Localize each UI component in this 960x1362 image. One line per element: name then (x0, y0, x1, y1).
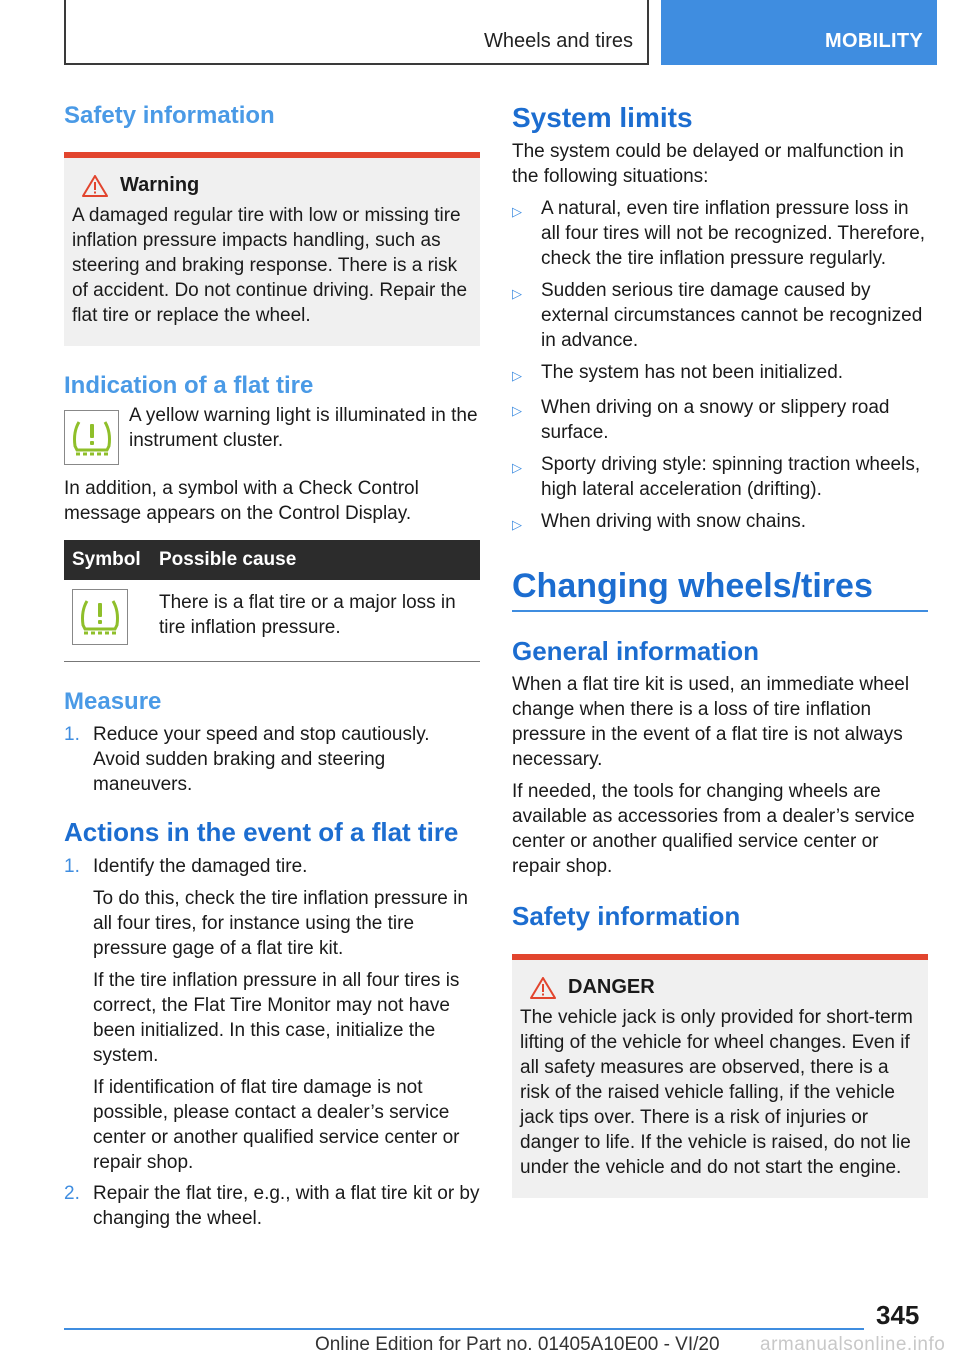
general-info-heading: General information (512, 636, 760, 666)
right-column (512, 100, 928, 1198)
triangle-bullet-icon: ▷ (512, 517, 522, 532)
section-title: Wheels and tires (484, 30, 633, 52)
tire-pressure-symbol-icon (72, 589, 128, 645)
measure-steps (64, 722, 480, 797)
triangle-bullet-icon: ▷ (512, 403, 522, 418)
general-text-2: If needed, the tools for changing wheels are available as accessories from a dealer’s service center or another qualified service center or repair shop. (512, 781, 915, 877)
danger-text: The vehicle jack is only provided for short-term lifting of the vehicle for wheel changes. Even if all safety measures are observed, there is a risk of the raised vehicle falling, if the vehicle jack tips over. There is a risk of injuries or danger to life. If the vehicle is raised, do not lie under the vehicle and do not start the engine. (520, 1007, 913, 1178)
table-header-row (64, 540, 480, 580)
list-item (512, 196, 928, 271)
safety-heading-right: Safety information (512, 901, 741, 931)
general-text-1: When a flat tire kit is used, an immediate wheel change when there is a loss of tire inflation pressure in the event of a flat tire is not always necessary. (512, 674, 910, 770)
warning-triangle-icon (530, 977, 556, 999)
check-control-text: In addition, a symbol with a Check Control message appears on the Control Display. (64, 478, 419, 524)
warning-light-text: A yellow warning light is illuminated in the instrument cluster. (129, 405, 478, 451)
flat-tire-indicator-row (64, 405, 480, 465)
list-item (64, 854, 480, 1175)
list-item (512, 395, 928, 445)
system-limits-heading: System limits (512, 102, 693, 133)
limit-text: When driving with snow chains. (541, 511, 807, 532)
list-item (64, 722, 480, 797)
limit-text: Sudden serious tire damage caused by external circumstances cannot be recognized in advance. (541, 280, 923, 351)
limits-intro: The system could be delayed or malfunction in the following situations: (512, 141, 904, 187)
warning-box (64, 152, 480, 346)
warning-text: A damaged regular tire with low or missing tire inflation pressure impacts handling, such as steering and braking response. There is a risk of accident. Do not continue driving. Repair the flat tire or replace the wheel. (72, 205, 468, 326)
step-text: Repair the flat tire, e.g., with a flat tire kit or by changing the wheel. (93, 1183, 480, 1229)
limit-text: The system has not been initialized. (541, 362, 844, 383)
warning-title: Warning (120, 174, 200, 196)
list-item (64, 1181, 480, 1231)
edition-text: Online Edition for Part no. 01405A10E00 - VI/20 (315, 1334, 720, 1355)
warning-title-row (72, 174, 472, 197)
step-text: If identification of flat tire damage is not possible, please contact a dealer’s service center or another qualified service center or repair shop. (93, 1077, 460, 1173)
action-steps (64, 854, 480, 1231)
step-number: 1. (64, 856, 80, 877)
measure-heading: Measure (64, 688, 162, 715)
list-item (512, 278, 928, 353)
col-cause-header: Possible cause (151, 540, 480, 580)
safety-heading: Safety information (64, 102, 275, 129)
symbol-table (64, 540, 480, 645)
danger-box (512, 954, 928, 1198)
step-body (93, 1181, 480, 1231)
watermark: armanualsonline.info (760, 1334, 946, 1355)
limit-text: A natural, even tire inflation pressure loss in all four tires will not be recognized. Therefore, check the tire inflation pressure regularly. (541, 198, 926, 269)
danger-title: DANGER (568, 976, 655, 998)
col-symbol-header: Symbol (64, 540, 151, 580)
actions-heading: Actions in the event of a flat tire (64, 817, 459, 847)
footer-rule (64, 1328, 864, 1330)
step-body (93, 854, 480, 1175)
cause-cell: There is a flat tire or a major loss in tire inflation pressure. (159, 592, 456, 638)
step-number: 2. (64, 1183, 80, 1204)
triangle-bullet-icon: ▷ (512, 286, 522, 301)
warning-triangle-icon (82, 175, 108, 197)
step-text: If the tire inflation pressure in all four tires is correct, the Flat Tire Monitor may not have been initialized. In this case, initialize the system. (93, 970, 460, 1066)
left-column (64, 100, 480, 1231)
step-text: Reduce your speed and stop cautiously. Avoid sudden braking and steering maneuvers. (93, 724, 430, 795)
triangle-bullet-icon: ▷ (512, 204, 522, 219)
limits-list (512, 196, 928, 537)
list-item (512, 452, 928, 502)
limit-text: When driving on a snowy or slippery road surface. (541, 397, 890, 443)
header-frame (64, 0, 649, 65)
list-item (512, 360, 928, 388)
step-text: Identify the damaged tire. (93, 856, 308, 877)
triangle-bullet-icon: ▷ (512, 460, 522, 475)
limit-text: Sporty driving style: spinning traction wheels, high lateral acceleration (drifting). (541, 454, 921, 500)
changing-wheels-heading: Changing wheels/tires (512, 567, 928, 612)
tire-warning-icon (64, 410, 119, 465)
flat-tire-heading: Indication of a flat tire (64, 372, 314, 399)
danger-title-row (520, 976, 920, 999)
table-divider (64, 661, 480, 662)
chapter-tab[interactable]: MOBILITY (661, 0, 937, 65)
table-row (64, 580, 480, 645)
step-text: To do this, check the tire inflation pressure in all four tires, for instance using the tire pressure gage of a flat tire kit. (93, 888, 468, 959)
triangle-bullet-icon: ▷ (512, 368, 522, 383)
step-number: 1. (64, 724, 80, 745)
page-number: 345 (876, 1300, 920, 1330)
list-item (512, 509, 928, 537)
